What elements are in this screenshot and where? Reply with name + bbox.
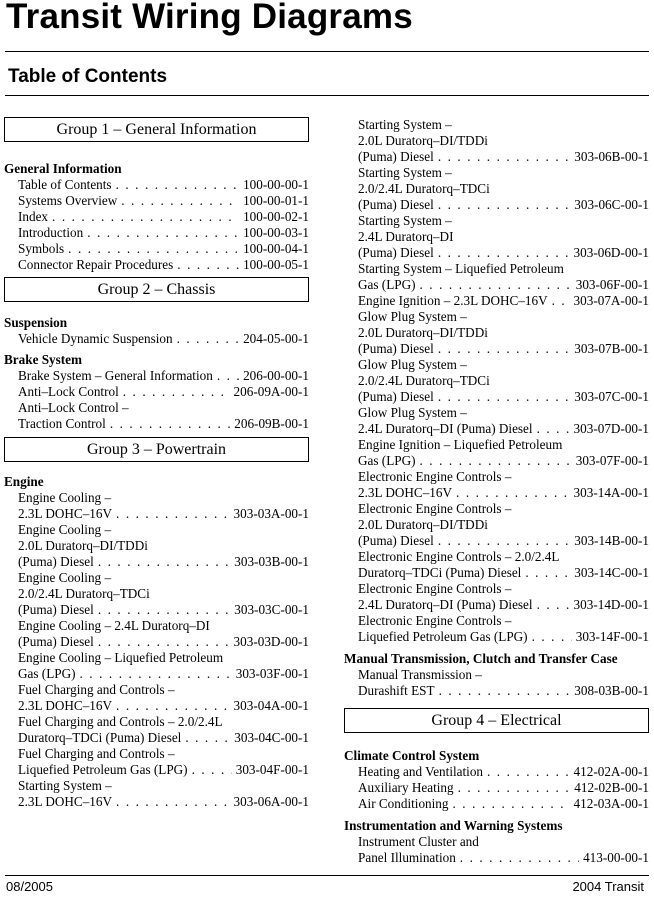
toc-entry-line bbox=[4, 682, 309, 698]
dot-leader bbox=[98, 602, 230, 618]
toc-entry-title: 2.3L DOHC–16V bbox=[18, 794, 113, 809]
group-3-header: Group 3 – Powertrain bbox=[4, 437, 309, 462]
toc-entry bbox=[344, 389, 649, 405]
toc-entry bbox=[344, 421, 649, 437]
toc-entry-title: Traction Control bbox=[18, 416, 106, 431]
toc-entry-line bbox=[344, 213, 649, 229]
toc-entry bbox=[344, 683, 649, 699]
toc-entry bbox=[4, 241, 309, 257]
toc-entry-line bbox=[4, 650, 309, 666]
toc-entry-title: (Puma) Diesel bbox=[18, 554, 94, 569]
dot-leader bbox=[537, 597, 570, 613]
toc-entry bbox=[4, 730, 309, 746]
toc-entry bbox=[4, 209, 309, 225]
toc-entry-line bbox=[4, 586, 309, 602]
group-1-header: Group 1 – General Information bbox=[4, 117, 309, 142]
toc-entry bbox=[344, 764, 649, 780]
toc-entry-line bbox=[4, 714, 309, 730]
dot-leader bbox=[438, 245, 570, 261]
toc-entry-page: 100-00-04-1 bbox=[243, 241, 309, 256]
dot-leader bbox=[487, 764, 570, 780]
toc-entry-text: Electronic Engine Controls – 2.0/2.4L bbox=[358, 549, 560, 564]
toc-entry-line bbox=[344, 325, 649, 341]
toc-entry-title: Air Conditioning bbox=[358, 796, 449, 811]
toc-entry-title: 2.4L Duratorq–DI (Puma) Diesel bbox=[358, 421, 533, 436]
toc-entry-page: 303-03C-00-1 bbox=[234, 602, 309, 617]
toc-entry-page: 206-09B-00-1 bbox=[234, 416, 309, 431]
toc-entry-title: Vehicle Dynamic Suspension bbox=[18, 331, 173, 346]
toc-right-column bbox=[344, 117, 649, 866]
toc-entry-page: 303-07C-00-1 bbox=[574, 389, 649, 404]
toc-entry-text: Anti–Lock Control – bbox=[18, 400, 129, 415]
toc-entry-page: 303-03F-00-1 bbox=[235, 666, 309, 681]
toc-entry bbox=[344, 293, 649, 309]
toc-entry-text: Starting System – bbox=[358, 165, 452, 180]
toc-entry-text: Fuel Charging and Controls – 2.0/2.4L bbox=[18, 714, 223, 729]
toc-entry-page: 303-14D-00-1 bbox=[573, 597, 649, 612]
toc-entry-title: (Puma) Diesel bbox=[18, 602, 94, 617]
toc-entry bbox=[344, 277, 649, 293]
toc-entry-page: 303-03D-00-1 bbox=[233, 634, 309, 649]
toc-entry bbox=[344, 453, 649, 469]
toc-entry-text: Electronic Engine Controls – bbox=[358, 501, 512, 516]
toc-entry-page: 303-04F-00-1 bbox=[235, 762, 309, 777]
toc-entry-title: (Puma) Diesel bbox=[358, 197, 434, 212]
toc-entry bbox=[344, 597, 649, 613]
toc-entry-text: Electronic Engine Controls – bbox=[358, 581, 512, 596]
dot-leader bbox=[80, 666, 232, 682]
toc-entry-title: Engine Ignition – 2.3L DOHC–16V bbox=[358, 293, 548, 308]
title-rule bbox=[5, 51, 649, 52]
toc-entry-line bbox=[4, 746, 309, 762]
dot-leader bbox=[123, 384, 230, 400]
dot-leader bbox=[420, 453, 572, 469]
toc-entry-line bbox=[344, 229, 649, 245]
toc-entry-text: 2.0/2.4L Duratorq–TDCi bbox=[358, 181, 490, 196]
toc-entry-page: 303-03B-00-1 bbox=[234, 554, 309, 569]
toc-entry-page: 303-07F-00-1 bbox=[575, 453, 649, 468]
toc-entry-line bbox=[344, 501, 649, 517]
toc-entry-title: 2.3L DOHC–16V bbox=[18, 698, 113, 713]
toc-entry-title: Gas (LPG) bbox=[358, 453, 416, 468]
toc-entry-line bbox=[344, 834, 649, 850]
toc-entry-page: 303-03A-00-1 bbox=[233, 506, 309, 521]
toc-entry-text: Engine Cooling – 2.4L Duratorq–DI bbox=[18, 618, 210, 633]
toc-entry-line bbox=[344, 373, 649, 389]
toc-entry-line bbox=[344, 517, 649, 533]
toc-entry-text: Glow Plug System – bbox=[358, 309, 467, 324]
toc-left-column bbox=[4, 117, 309, 810]
dot-leader bbox=[116, 794, 230, 810]
toc-entry-line bbox=[344, 181, 649, 197]
toc-entry bbox=[4, 506, 309, 522]
toc-entry bbox=[4, 762, 309, 778]
toc-entry-title: Table of Contents bbox=[18, 177, 112, 192]
toc-entry-line bbox=[344, 309, 649, 325]
toc-entry-title: (Puma) Diesel bbox=[358, 149, 434, 164]
dot-leader bbox=[438, 197, 570, 213]
toc-entry-title: Brake System – General Information bbox=[18, 368, 213, 383]
toc-entry-page: 308-03B-00-1 bbox=[574, 683, 649, 698]
toc-entry-page: 204-05-00-1 bbox=[243, 331, 309, 346]
toc-entry-text: 2.0/2.4L Duratorq–TDCi bbox=[358, 373, 490, 388]
toc-entry-line bbox=[344, 667, 649, 683]
toc-entry bbox=[344, 796, 649, 812]
toc-entry bbox=[4, 257, 309, 273]
toc-entry-page: 303-07D-00-1 bbox=[573, 421, 649, 436]
toc-entries-engine-continued bbox=[344, 117, 649, 645]
group-2-header: Group 2 – Chassis bbox=[4, 277, 309, 302]
section-heading-general-information: General Information bbox=[4, 161, 122, 176]
footer-model: 2004 Transit bbox=[572, 879, 644, 894]
toc-entry bbox=[344, 565, 649, 581]
toc-entry-title: Duratorq–TDCi (Puma) Diesel bbox=[18, 730, 182, 745]
section-heading-brake-system: Brake System bbox=[4, 352, 83, 367]
toc-entry-page: 303-14F-00-1 bbox=[575, 629, 649, 644]
dot-leader bbox=[552, 293, 570, 309]
toc-entries-manual-transmission bbox=[344, 667, 649, 699]
toc-entry-text: Starting System – bbox=[18, 778, 112, 793]
toc-entry-line bbox=[344, 133, 649, 149]
toc-entry-title: (Puma) Diesel bbox=[358, 245, 434, 260]
toc-entry-text: Engine Cooling – bbox=[18, 570, 112, 585]
toc-entry-line bbox=[344, 117, 649, 133]
dot-leader bbox=[110, 416, 230, 432]
toc-entry bbox=[4, 666, 309, 682]
toc-entry-page: 303-06A-00-1 bbox=[233, 794, 309, 809]
dot-leader bbox=[192, 762, 232, 778]
toc-entries-general-information bbox=[4, 177, 309, 273]
toc-entry-text: Electronic Engine Controls – bbox=[358, 469, 512, 484]
toc-entry-page: 303-06C-00-1 bbox=[574, 197, 649, 212]
document-title: Transit Wiring Diagrams bbox=[6, 0, 413, 36]
dot-leader bbox=[458, 780, 571, 796]
dot-leader bbox=[525, 565, 570, 581]
toc-entry-line bbox=[344, 405, 649, 421]
toc-entry bbox=[4, 331, 309, 347]
toc-entry bbox=[344, 245, 649, 261]
toc-entry-title: Introduction bbox=[18, 225, 84, 240]
toc-entry-line bbox=[4, 522, 309, 538]
toc-entry-title: (Puma) Diesel bbox=[358, 389, 434, 404]
toc-entry-text: Glow Plug System – bbox=[358, 357, 467, 372]
dot-leader bbox=[68, 241, 239, 257]
dot-leader bbox=[532, 629, 572, 645]
toc-entry-text: 2.0/2.4L Duratorq–TDCi bbox=[18, 586, 150, 601]
dot-leader bbox=[438, 389, 570, 405]
toc-entry bbox=[344, 850, 649, 866]
toc-entry-text: Glow Plug System – bbox=[358, 405, 467, 420]
toc-entry-page: 303-06B-00-1 bbox=[574, 149, 649, 164]
dot-leader bbox=[116, 177, 239, 193]
toc-entry bbox=[4, 193, 309, 209]
toc-entry-page: 100-00-00-1 bbox=[243, 177, 309, 192]
dot-leader bbox=[177, 257, 239, 273]
toc-entries-engine bbox=[4, 490, 309, 810]
toc-entry-title: (Puma) Diesel bbox=[358, 533, 434, 548]
toc-entry-text: 2.0L Duratorq–DI/TDDi bbox=[358, 325, 488, 340]
toc-entry bbox=[4, 368, 309, 384]
section-heading-manual-transmission: Manual Transmission, Clutch and Transfer Case bbox=[344, 651, 618, 666]
toc-entry bbox=[4, 698, 309, 714]
toc-entry-page: 100-00-05-1 bbox=[243, 257, 309, 272]
toc-entry-title: 2.3L DOHC–16V bbox=[18, 506, 113, 521]
dot-leader bbox=[177, 331, 240, 347]
toc-entry-text: Starting System – bbox=[358, 213, 452, 228]
toc-entry bbox=[344, 780, 649, 796]
toc-entry-page: 206-00-00-1 bbox=[243, 368, 309, 383]
toc-entry-text: Engine Cooling – bbox=[18, 522, 112, 537]
dot-leader bbox=[537, 421, 570, 437]
toc-entry-title: Index bbox=[18, 209, 49, 224]
toc-entry-line bbox=[4, 570, 309, 586]
toc-entry-page: 303-06D-00-1 bbox=[573, 245, 649, 260]
toc-entry bbox=[4, 384, 309, 400]
toc-entry-title: Systems Overview bbox=[18, 193, 118, 208]
toc-entry-text: 2.0L Duratorq–DI/TDDi bbox=[358, 517, 488, 532]
toc-entry-text: Fuel Charging and Controls – bbox=[18, 746, 175, 761]
footer-date: 08/2005 bbox=[6, 879, 53, 894]
dot-leader bbox=[87, 225, 239, 241]
section-heading-suspension: Suspension bbox=[4, 315, 68, 330]
toc-entry bbox=[4, 554, 309, 570]
toc-entry-page: 100-00-01-1 bbox=[243, 193, 309, 208]
toc-entry-title: Panel Illumination bbox=[358, 850, 456, 865]
dot-leader bbox=[98, 554, 230, 570]
toc-entry-text: Electronic Engine Controls – bbox=[358, 613, 512, 628]
toc-entry-line bbox=[344, 437, 649, 453]
toc-entry-page: 303-06F-00-1 bbox=[575, 277, 649, 292]
dot-leader bbox=[52, 209, 239, 225]
toc-entry-title: Auxiliary Heating bbox=[358, 780, 454, 795]
section-heading-engine: Engine bbox=[4, 474, 44, 489]
dot-leader bbox=[116, 698, 230, 714]
toc-entry bbox=[344, 533, 649, 549]
toc-entry bbox=[4, 634, 309, 650]
toc-entry-line bbox=[344, 549, 649, 565]
dot-leader bbox=[98, 634, 230, 650]
toc-entry-title: 2.4L Duratorq–DI (Puma) Diesel bbox=[358, 597, 533, 612]
dot-leader bbox=[439, 683, 571, 699]
toc-entry bbox=[344, 629, 649, 645]
toc-entry-page: 206-09A-00-1 bbox=[233, 384, 309, 399]
group-4-header: Group 4 – Electrical bbox=[344, 708, 649, 733]
toc-entry-line bbox=[344, 469, 649, 485]
toc-entry-title: (Puma) Diesel bbox=[18, 634, 94, 649]
toc-entries-brake-system bbox=[4, 368, 309, 432]
dot-leader bbox=[460, 850, 579, 866]
toc-entry bbox=[4, 416, 309, 432]
dot-leader bbox=[116, 506, 230, 522]
toc-entry-text: Manual Transmission – bbox=[358, 667, 482, 682]
toc-entry bbox=[4, 602, 309, 618]
toc-entry-line bbox=[4, 618, 309, 634]
section-heading-instrumentation: Instrumentation and Warning Systems bbox=[344, 818, 563, 833]
toc-entry-title: Gas (LPG) bbox=[358, 277, 416, 292]
dot-leader bbox=[456, 485, 570, 501]
toc-entry-text: Engine Ignition – Liquefied Petroleum bbox=[358, 437, 563, 452]
toc-entries-instrumentation bbox=[344, 834, 649, 866]
dot-leader bbox=[452, 796, 569, 812]
toc-entry-text: Instrument Cluster and bbox=[358, 834, 479, 849]
toc-entry-title: (Puma) Diesel bbox=[358, 341, 434, 356]
toc-entry-title: Liquefied Petroleum Gas (LPG) bbox=[358, 629, 528, 644]
toc-entry-text: 2.4L Duratorq–DI bbox=[358, 229, 454, 244]
toc-entry-title: Heating and Ventilation bbox=[358, 764, 484, 779]
toc-entries-climate-control bbox=[344, 764, 649, 812]
toc-entry bbox=[344, 341, 649, 357]
toc-entry bbox=[344, 197, 649, 213]
toc-entry-text: Fuel Charging and Controls – bbox=[18, 682, 175, 697]
toc-entry-page: 412-02B-00-1 bbox=[574, 780, 649, 795]
toc-entry-line bbox=[344, 165, 649, 181]
dot-leader bbox=[438, 341, 570, 357]
toc-entry-title: Liquefied Petroleum Gas (LPG) bbox=[18, 762, 188, 777]
toc-entry-title: Gas (LPG) bbox=[18, 666, 76, 681]
toc-entry-title: Anti–Lock Control bbox=[18, 384, 119, 399]
dot-leader bbox=[420, 277, 572, 293]
toc-entry-page: 100-00-02-1 bbox=[243, 209, 309, 224]
toc-entry bbox=[4, 225, 309, 241]
toc-entry bbox=[4, 794, 309, 810]
toc-entry-line bbox=[4, 778, 309, 794]
toc-entry-line bbox=[344, 261, 649, 277]
toc-entry-title: Symbols bbox=[18, 241, 65, 256]
toc-entry-text: 2.0L Duratorq–DI/TDDi bbox=[358, 133, 488, 148]
dot-leader bbox=[438, 149, 570, 165]
section-heading-climate-control: Climate Control System bbox=[344, 748, 480, 763]
toc-entry-line bbox=[344, 581, 649, 597]
toc-entry-page: 303-07A-00-1 bbox=[573, 293, 649, 308]
toc-entry-title: 2.3L DOHC–16V bbox=[358, 485, 453, 500]
toc-entry-line bbox=[4, 538, 309, 554]
toc-entry-page: 303-04A-00-1 bbox=[233, 698, 309, 713]
toc-entry-text: 2.0L Duratorq–DI/TDDi bbox=[18, 538, 148, 553]
toc-entry-page: 413-00-00-1 bbox=[583, 850, 649, 865]
dot-leader bbox=[438, 533, 570, 549]
toc-entry-page: 303-14B-00-1 bbox=[574, 533, 649, 548]
toc-entry bbox=[344, 485, 649, 501]
toc-entry bbox=[344, 149, 649, 165]
toc-entry-line bbox=[344, 613, 649, 629]
toc-entry-page: 303-14A-00-1 bbox=[573, 485, 649, 500]
toc-entry-line bbox=[344, 357, 649, 373]
toc-entry-page: 303-04C-00-1 bbox=[234, 730, 309, 745]
heading-rule bbox=[5, 95, 649, 96]
toc-entry-page: 100-00-03-1 bbox=[243, 225, 309, 240]
toc-entry-page: 303-14C-00-1 bbox=[574, 565, 649, 580]
dot-leader bbox=[185, 730, 230, 746]
footer-rule bbox=[5, 875, 649, 876]
toc-heading: Table of Contents bbox=[8, 66, 168, 87]
toc-entry-line bbox=[4, 400, 309, 416]
toc-entry-title: Durashift EST bbox=[358, 683, 435, 698]
toc-entry-line bbox=[4, 490, 309, 506]
toc-entry-title: Connector Repair Procedures bbox=[18, 257, 174, 272]
dot-leader bbox=[217, 368, 239, 384]
toc-entries-suspension bbox=[4, 331, 309, 347]
toc-entry-title: Duratorq–TDCi (Puma) Diesel bbox=[358, 565, 522, 580]
toc-entry bbox=[4, 177, 309, 193]
toc-entry-text: Engine Cooling – bbox=[18, 490, 112, 505]
toc-entry-text: Starting System – bbox=[358, 117, 452, 132]
toc-entry-text: Engine Cooling – Liquefied Petroleum bbox=[18, 650, 224, 665]
toc-entry-text: Starting System – Liquefied Petroleum bbox=[358, 261, 564, 276]
toc-entry-page: 412-03A-00-1 bbox=[573, 796, 649, 811]
toc-entry-page: 303-07B-00-1 bbox=[574, 341, 649, 356]
toc-entry-page: 412-02A-00-1 bbox=[573, 764, 649, 779]
dot-leader bbox=[121, 193, 239, 209]
